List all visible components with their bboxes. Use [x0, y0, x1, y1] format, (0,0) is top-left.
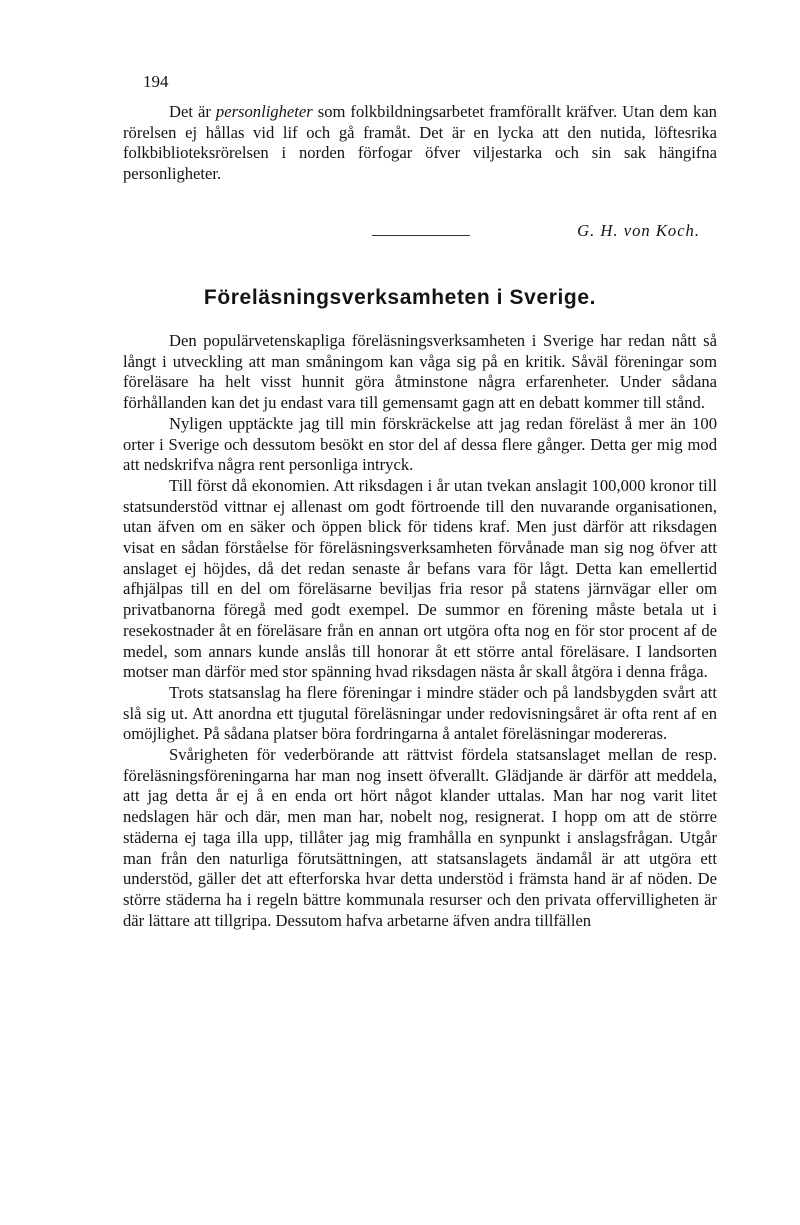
page-number: 194 [143, 72, 169, 91]
section-divider [372, 235, 470, 236]
article-paragraph: Till först då ekonomien. Att riksdagen i år utan tvekan anslagit 100,000 kronor till statsunderstöd vittnar ej allenast om godt förtroende till den nuvarande organisationen, utan äfven om en säker och öppen blick för tidens kraf. Men just därför att riksdagen visat en sådan förståelse för föreläsningsverksamheten förvånade man sig nog öfver att anslaget ej höjdes, då det redan senaste år befans vara för lågt. Detta kan emellertid afhjälpas till en del om föreläsarne beviljas fria resor på statens järnvägar eller om privatbanorna föregå med godt exempel. De summor en förening måste betala ut i resekostnader åt en föreläsare från en annan ort utgöra ofta nog en för stor procent af de medel, som annars kunde anslås till honorar åt ett större antal föreläsare. I landsorten motser man därför med stor spänning hvad riksdagen nästa år skall åtgöra i denna fråga. [123, 475, 717, 682]
epigraph-quote [123, 102, 717, 185]
quote-emphasis: personligheter [215, 102, 313, 121]
article-paragraph: Svårigheten för vederbörande att rättvist fördela statsanslaget mellan de resp. föreläsningsföreningarna har man nog insett öfverallt. Glädjande är därför att meddela, att jag detta år ej å en enda ort hört något klander uttalas. Man har nog varit litet nedslagen här och där, men man har, nobelt nog, resignerat. I hopp om att de större städerna ej taga illa upp, tillåter jag mig framhålla en synpunkt i anslagsfrågan. Utgår man från den naturliga förutsättningen, att statsanslagets ändamål är att utgöra ett understöd, gäller det att efterforska hvar detta understöd i främsta hand är af nöden. De större städerna ha i regeln bättre kommunala resurser och den privata offervilligheten är där lättare att tillgripa. Dessutom hafva arbetarne äfven andra tillfällen [123, 745, 717, 930]
article-paragraph: Trots statsanslag ha flere föreningar i mindre städer och på landsbygden svårt att slå sig ut. Att anordna ett tjugutal föreläsningar under redovisningsåret är ofta rent af en omöjlighet. På sådana platser böra fordringarna å antalet föreläsningar modereras. [123, 682, 717, 744]
article-body [123, 331, 717, 931]
quote-text-rest: som folkbildningsarbetet framförallt kräfver. Utan dem kan rörelsen ej hållas vid lif och gå framåt. Det är en lycka att den nutida, löftesrika folkbiblioteksrörelsen i norden förfogar öfver viljestarka och sin sak hängifna personligheter. [123, 102, 717, 184]
article-paragraph: Nyligen upptäckte jag till min förskräckelse att jag redan föreläst å mer än 100 orter i Sverige och dessutom besökt en stor del af dessa flere gånger. Detta ger mig mod att nedskrifva några rent personliga intryck. [123, 413, 717, 475]
quote-text-start: Det är [169, 102, 216, 121]
article-title: Föreläsningsverksamheten i Sverige. [203, 286, 597, 309]
quote-paragraph [123, 102, 717, 185]
quote-signature: G. H. von Koch. [577, 221, 700, 240]
article-paragraph: Den populärvetenskapliga föreläsningsverksamheten i Sverige har redan nått så långt i utveckling att man småningom kan våga sig på en kritik. Såväl föreningar som föreläsare ha helt visst hunnit göra åtminstone några erfarenheter. Under sådana förhållanden kan det ju endast vara till gemensamt gagn att en debatt kommer till stånd. [123, 331, 717, 413]
